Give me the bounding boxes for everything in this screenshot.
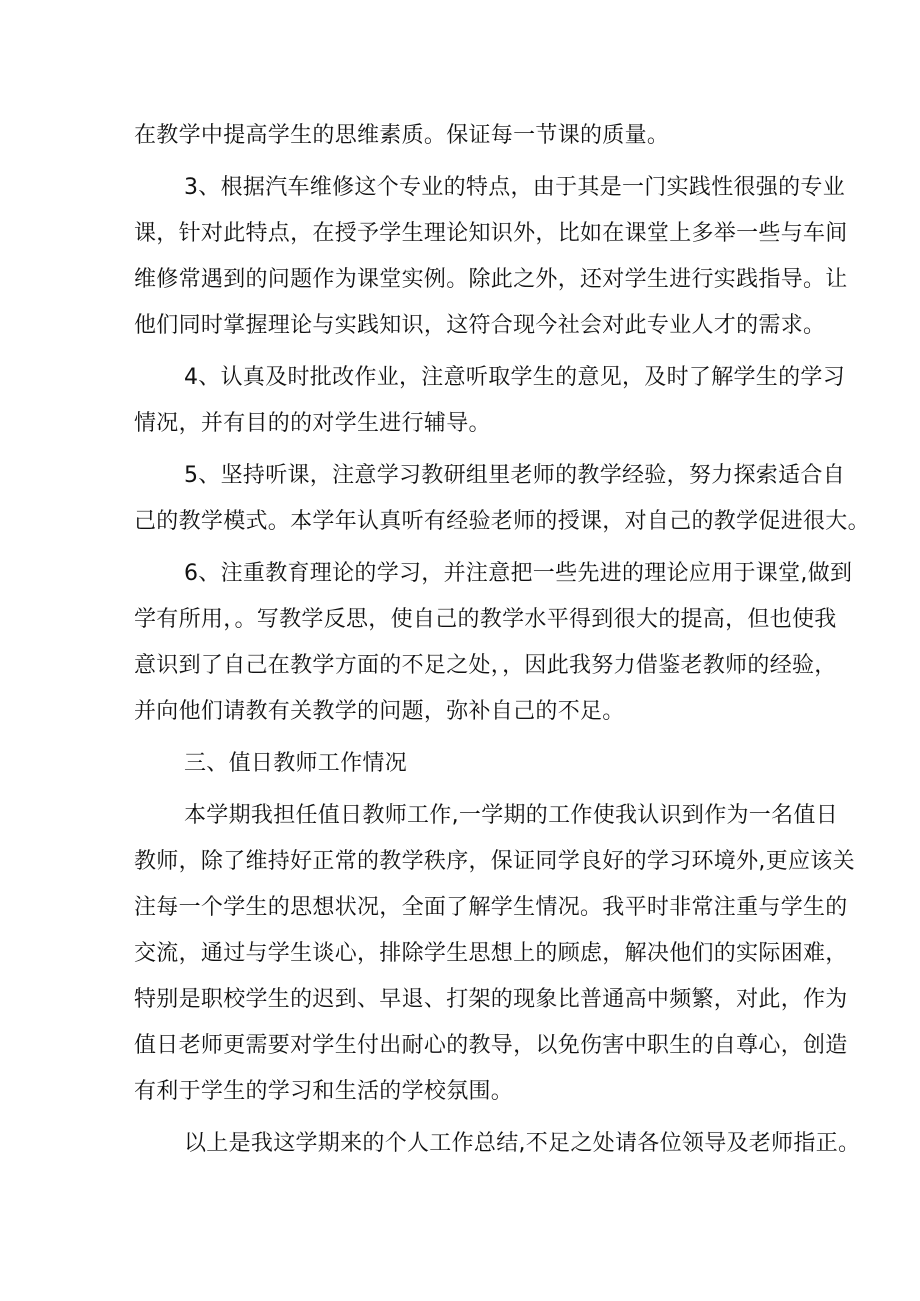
document-body: [134, 113, 870, 1167]
text-line: 注每一个学生的思想状况，全面了解学生情况。我平时非常注重与学生的: [134, 895, 848, 920]
text-line: 6、注重教育理论的学习，并注意把一些先进的理论应用于课堂,做到: [184, 561, 853, 586]
text-line: 5、坚持听课，注意学习教研组里老师的教学经验，努力探索适合自: [184, 463, 845, 488]
text-line: 课，针对此特点，在授予学生理论知识外，比如在课堂上多举一些与车间: [134, 221, 848, 246]
text-line: 交流，通过与学生谈心，排除学生思想上的顾虑，解决他们的实际困难，: [134, 941, 848, 966]
text-line: 有利于学生的学习和生活的学校氛围。: [134, 1079, 514, 1104]
text-line: 己的教学模式。本学年认真听有经验老师的授课，对自己的教学促进很大。: [134, 509, 870, 534]
text-line: 意识到了自己在教学方面的不足之处，，因此我努力借鉴老教师的经验，: [134, 653, 837, 678]
text-line: 特别是职校学生的迟到、早退、打架的现象比普通高中频繁，对此，作为: [134, 987, 848, 1012]
text-line: 情况，并有目的的对学生进行辅导。: [134, 411, 491, 436]
text-line: 4、认真及时批改作业，注意听取学生的意见，及时了解学生的学习: [184, 365, 845, 390]
text-line: 学有所用，。写教学反思，使自己的教学水平得到很大的提高，但也使我: [134, 607, 837, 632]
text-line: 3、根据汽车维修这个专业的特点，由于其是一门实践性很强的专业: [184, 175, 845, 200]
text-line: 本学期我担任值日教师工作,一学期的工作使我认识到作为一名值日: [184, 803, 838, 828]
text-line: 维修常遇到的问题作为课堂实例。除此之外，还对学生进行实践指导。让: [134, 267, 848, 292]
section-heading: 三、值日教师工作情况: [184, 751, 408, 776]
text-line: 教师，除了维持好正常的教学秩序，保证同学良好的学习环境外,更应该关: [134, 849, 855, 874]
text-line: 他们同时掌握理论与实践知识，这符合现今社会对此专业人才的需求。: [134, 313, 826, 338]
closing-line: 以上是我这学期来的个人工作总结,不足之处请各位领导及老师指正。: [184, 1131, 861, 1156]
text-line: 值日老师更需要对学生付出耐心的教导，以免伤害中职生的自尊心，创造: [134, 1033, 848, 1058]
text-line: 并向他们请教有关教学的问题，弥补自己的不足。: [134, 699, 625, 724]
text-line: 在教学中提高学生的思维素质。保证每一节课的质量。: [134, 123, 670, 148]
